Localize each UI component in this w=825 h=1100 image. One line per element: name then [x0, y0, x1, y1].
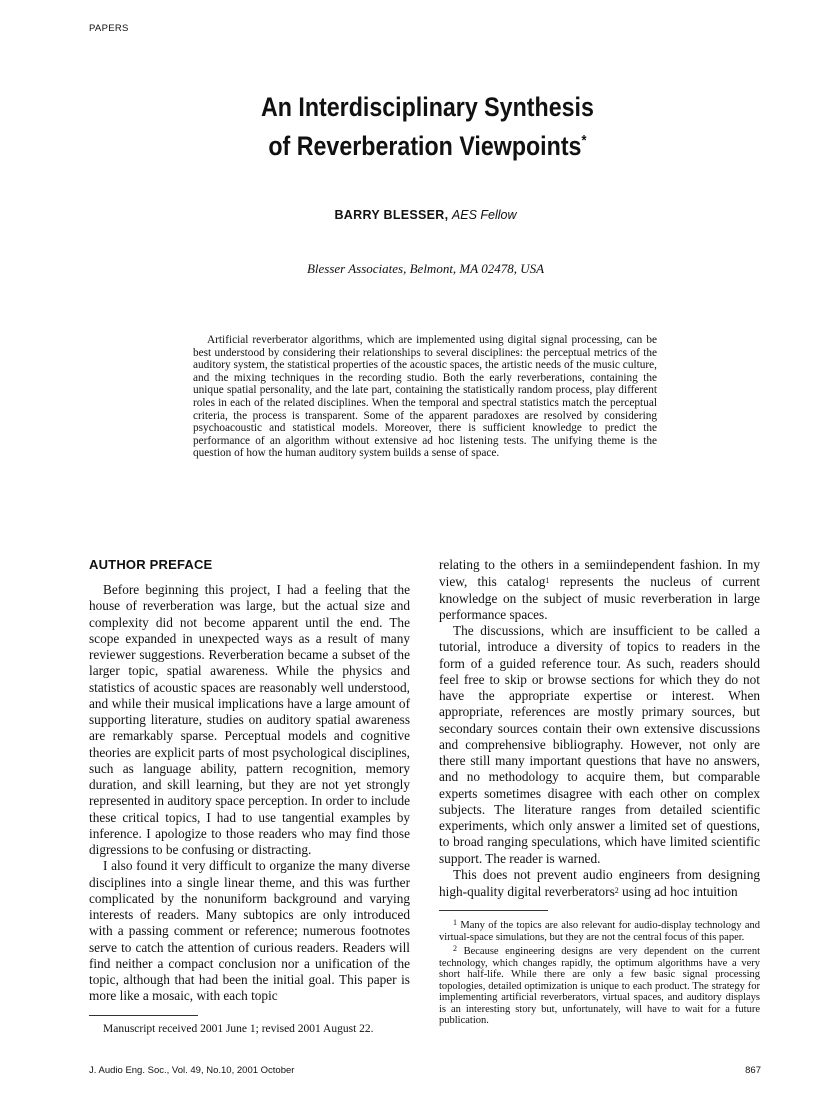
journal-citation: J. Audio Eng. Soc., Vol. 49, No.10, 2001 October — [89, 1065, 295, 1076]
manuscript-received-note: Manuscript received 2001 June 1; revised 2001 August 22. — [103, 1022, 374, 1035]
author-title: AES Fellow — [451, 208, 517, 222]
body-paragraph-1-text-a: relating to the others in a semiindependent fashion. In my view, this catalog — [439, 557, 760, 590]
preface-paragraph-1: Before beginning this project, I had a feeling that the house of reverberation was large, but the actual size and complexity did not become apparent until the end. The scope expanded in unexpected ways as a result of many reviewer suggestions. Reverberation became a subset of the larger topic, spatial awareness. While the physics and statistics of acoustic spaces are reasonably well understood, and while their musical implications have a large amount of supporting literature, studies on auditory spatial awareness are remarkably sparse. Perceptual models and cognitive theories are explicit parts of most psychological disciplines, such as language ability, pattern recognition, memory duration, and skill learning, but they are not yet strongly represented in auditory space perception. In order to include these critical topics, I had to use tangential examples by inference. I apologize to those readers who may find those digressions to be confusing or distracting. — [89, 582, 410, 857]
footnote-1-text: Many of the topics are also relevant for audio-display technology and virtual-space simulations, but they are not the central focus of this paper. — [439, 920, 760, 943]
preface-paragraph-2: I also found it very difficult to organize the many diverse disciplines into a single linear theme, and this was further complicated by the nonuniform background and varying interests of readers. Many subtopics are only introduced with a passing comment or reference; numerous footnotes serve to catch the attention of curious readers. Readers will find neither a compact conclusion nor a unification of the topic, although that had been the initial goal. This paper is more like a mosaic, with each topic — [89, 858, 410, 1004]
abstract: Artificial reverberator algorithms, which are implemented using digital signal processing, can be best understood by considering their relationships to several disciplines: the perceptual metrics of the auditory system, the statistical properties of the acoustic spaces, the artistic needs of the music culture, and the mixing techniques in the recording studio. Both the early reverberations, containing the unique spatial personality, and the late part, containing the statistically random process, play different roles in each of the related disciplines. When the temporal and spectral statistics match the perceptual criteria, the process is transparent. Some of the apparent paradoxes are resolved by considering psychoacoustic and statistical models. Moreover, there is sufficient knowledge to predict the performance of an algorithm without extensive ad hoc listening tests. The unifying theme is the question of how the human auditory system builds a sense of space. — [193, 334, 657, 460]
title-line-2-text: of Reverberation Viewpoints — [268, 131, 582, 161]
body-paragraph-3-text-a: This does not prevent audio engineers from designing high-quality digital reverberators — [439, 866, 760, 899]
body-paragraph-3 — [439, 867, 760, 901]
footnote-1 — [439, 917, 760, 943]
paper-title — [60, 90, 795, 163]
author-name: BARRY BLESSER, — [334, 208, 449, 222]
body-paragraph-3-text-b: using ad hoc intuition — [618, 884, 738, 899]
body-paragraph-1-text-b: represents the nucleus of current knowledge on the subject of music reverberation in large performance spaces. — [439, 574, 760, 622]
footnote-2-mark: 2 — [453, 944, 457, 954]
footnote-ref-2: 2 — [614, 886, 619, 895]
section-heading: AUTHOR PREFACE — [89, 557, 213, 572]
title-footnote-mark: * — [581, 132, 587, 149]
title-line-1: An Interdisciplinary Synthesis — [260, 92, 594, 122]
affiliation: Blesser Associates, Belmont, MA 02478, USA — [306, 261, 545, 276]
body-paragraph-2: The discussions, which are insufficient to be called a tutorial, introduce a diversity of topics to readers in the form of a guided reference tour. As such, readers should feel free to skip or browse sections for which they do not have the appropriate expertise or interest. When appropriate, references are mostly primary sources, but secondary sources contain their own extensive discussions and comprehensive bibliography. However, not only are there still many important questions that have no answers, and no methodology to acquire them, but comparable experts sometimes disagree with each other on complex subjects. The literature ranges from detailed scientific experiments, which only answer a limited set of questions, to broad ranging speculations, which have limited scientific support. The reader is warned. — [439, 623, 760, 866]
title-line-2 — [60, 124, 795, 163]
body-paragraph-1 — [439, 557, 760, 623]
section-tag: PAPERS — [89, 23, 129, 34]
footnote-2 — [439, 943, 760, 1027]
footnote-2-text: Because engineering designs are very dependent on the current technology, which changes rapidly, the optimum algorithms have a very short half-life. While there are only a few basic signal processing topologies, detailed optimization is unique to each product. The strategy for implementing artificial reverberators, virtual spaces, and auditory displays is an interesting story but, unfortunately, will have to wait for a future publication. — [439, 946, 760, 1027]
author-line — [0, 208, 825, 222]
page-number: 867 — [745, 1065, 761, 1076]
right-column — [439, 557, 760, 1027]
footnote-ref-1: 1 — [545, 576, 550, 586]
left-column — [89, 557, 410, 1036]
footnote-1-mark: 1 — [453, 918, 457, 928]
